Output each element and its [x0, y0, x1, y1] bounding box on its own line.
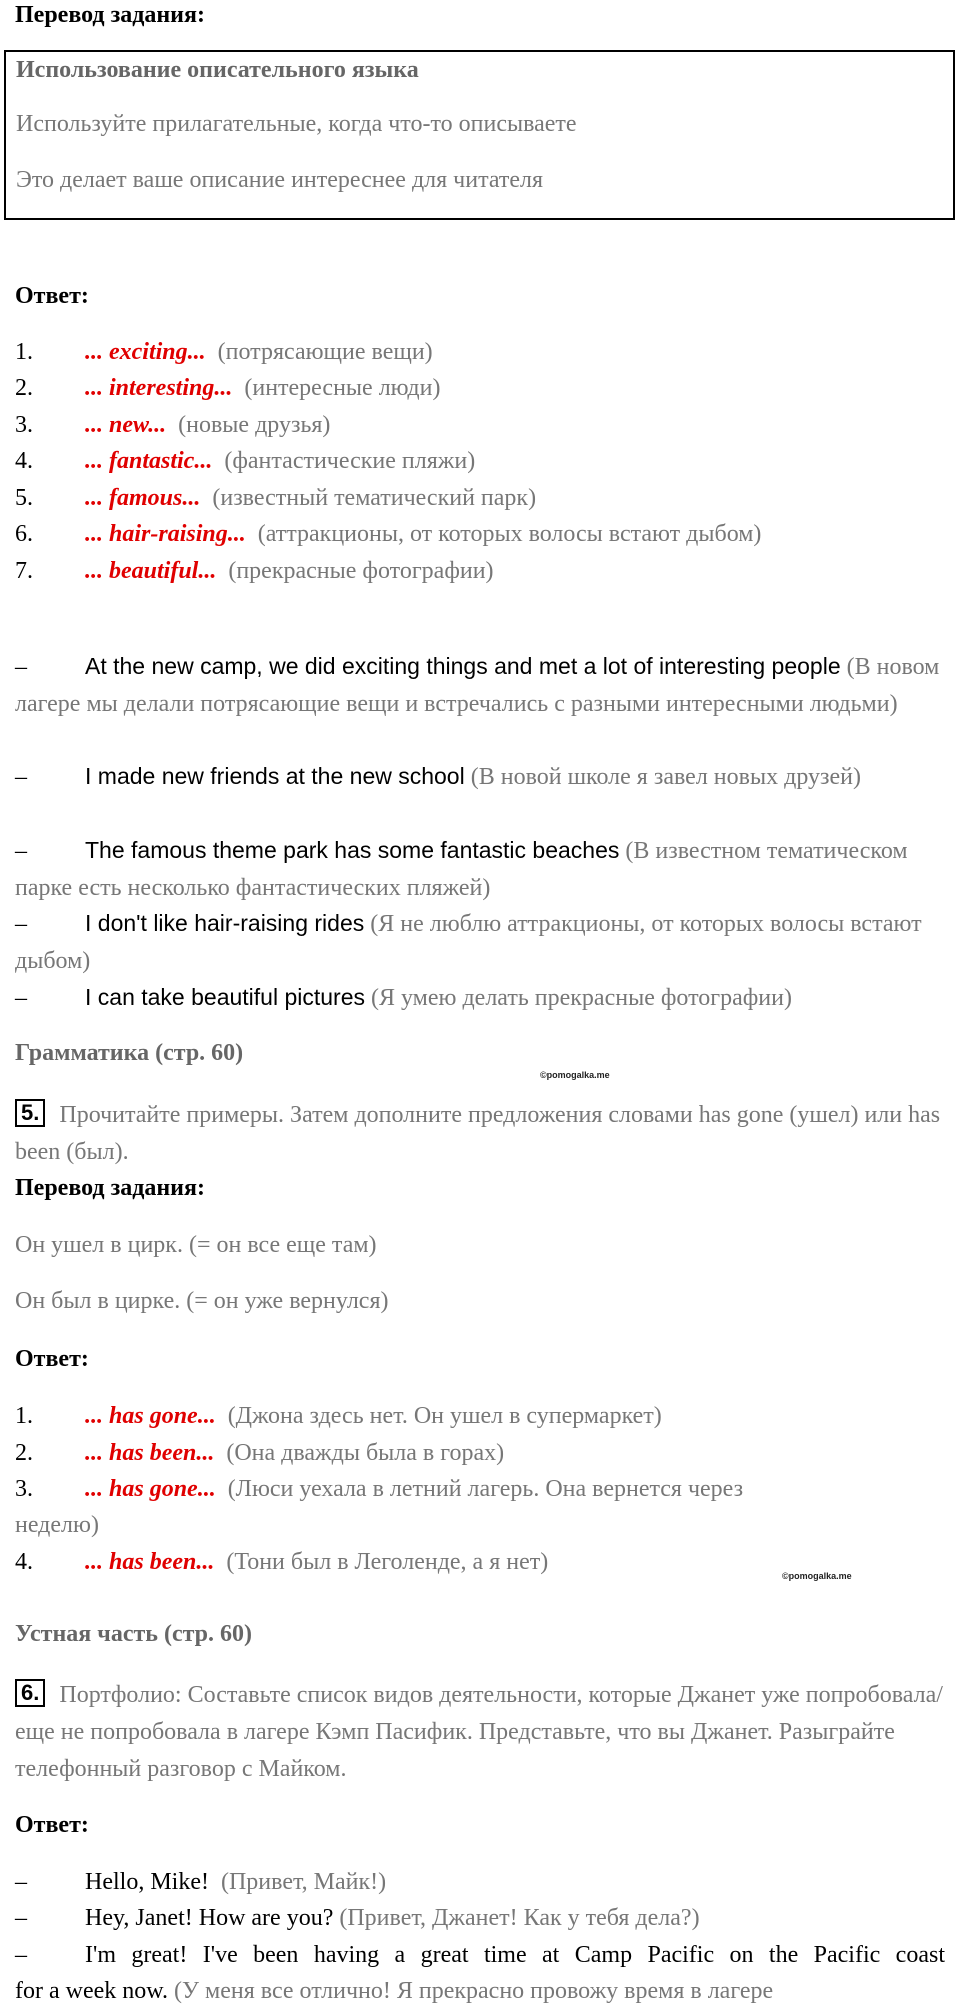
exercise-number-badge: 6. — [15, 1679, 45, 1707]
item-number: 2. — [15, 375, 33, 401]
dialogue-ru: (Привет, Джанет! Как у тебя дела?) — [339, 1905, 700, 1931]
sentence: – I made new friends at the new school (В новой школе я завел новых друзей) — [15, 763, 861, 790]
answer-gloss: (Джона здесь нет. Он ушел в супермаркет) — [227, 1403, 662, 1429]
exercise-6-instruction — [15, 1677, 945, 1788]
translation-heading-2: Перевод задания: — [15, 1175, 205, 1201]
sentence-en: I don't like hair-raising rides — [85, 910, 365, 936]
dialogue-ru: (Привет, Майк!) — [220, 1869, 387, 1895]
example-line: Он ушел в цирк. (= он все еще там) — [15, 1232, 377, 1258]
sentence-en: At the new camp, we did exciting things and met a lot of interesting people — [85, 653, 841, 679]
answer-gloss: (интересные люди) — [244, 375, 441, 401]
answer-word: ... beautiful... — [85, 558, 217, 584]
answer-word: ... new... — [85, 412, 167, 438]
exercise-5-text: Прочитайте примеры. Затем дополните предложения словами has gone (ушел) или has been (был). — [15, 1102, 941, 1165]
example-line: Он был в цирке. (= он уже вернулся) — [15, 1288, 389, 1314]
task-box — [4, 50, 955, 220]
sentence-ru: (В новой школе я завел новых друзей) — [470, 764, 861, 790]
answer-gloss: (фантастические пляжи) — [224, 448, 476, 474]
answer-heading-2: Ответ: — [15, 1346, 89, 1372]
answer-gloss: (аттракционы, от которых волосы встают дыбом) — [257, 521, 762, 547]
sentence: – The famous theme park has some fantastic beaches (В известном тематическом парке есть несколько фантастических пляжей) — [15, 837, 908, 901]
item-number: 4. — [15, 448, 33, 474]
answer-gloss: (новые друзья) — [178, 412, 331, 438]
sentence-en: The famous theme park has some fantastic beaches — [85, 837, 620, 863]
sentence-en: I can take beautiful pictures — [85, 984, 365, 1010]
exercise-6-text: Портфолио: Составьте список видов деятельности, которые Джанет уже попробовала/еще не попробовала в лагере Кэмп Пасифик. Представьте, что вы Джанет. Разыграйте телефонный разговор с Майком. — [15, 1682, 943, 1782]
speaking-heading: Устная часть (стр. 60) — [15, 1621, 253, 1647]
answer-gloss: (известный тематический парк) — [212, 485, 537, 511]
sentence-ru: (В известном тематическом парке есть несколько фантастических пляжей) — [15, 838, 908, 901]
task-box-title: Использование описательного языка — [16, 57, 419, 83]
answer-gloss: (Люси уехала в летний лагерь. Она вернется через — [227, 1476, 744, 1502]
answer-gloss-continued: неделю) — [15, 1512, 99, 1538]
exercise-number-badge: 5. — [15, 1099, 45, 1127]
item-number: 6. — [15, 521, 33, 547]
answer-word: ... exciting... — [85, 339, 206, 365]
answer-word: ... has been... — [85, 1549, 215, 1575]
dialogue-en-continued: for a week now. — [15, 1978, 169, 2004]
translation-heading: Перевод задания: — [15, 2, 205, 28]
answer-word: ... fantastic... — [85, 448, 213, 474]
answer-word: ... has been... — [85, 1440, 215, 1466]
sentence-ru: (Я не люблю аттракционы, от которых волосы встают дыбом) — [15, 911, 922, 974]
dialogue-line: – Hello, Mike! (Привет, Майк!) — [15, 1869, 387, 1895]
dialogue-line: – Hey, Janet! How are you? (Привет, Джанет! Как у тебя дела?) — [15, 1905, 700, 1931]
sentence: – I can take beautiful pictures (Я умею делать прекрасные фотографии) — [15, 984, 792, 1011]
dialogue-line — [15, 1976, 773, 2006]
answer-gloss: (прекрасные фотографии) — [228, 558, 494, 584]
answer-gloss: (потрясающие вещи) — [217, 339, 433, 365]
dialogue-en: I'm great! I've been having a great time at Camp Pacific on the Pacific coast — [85, 1942, 945, 1968]
sentence-ru: (В новом лагере мы делали потрясающие вещи и встречались с разными интересными людьми) — [15, 654, 940, 717]
exercise-5-instruction — [15, 1097, 945, 1171]
answer-word: ... hair-raising... — [85, 521, 246, 547]
answer-word: ... has gone... — [85, 1403, 216, 1429]
watermark: ©pomogalka.me — [540, 1070, 610, 1080]
task-box-line: Используйте прилагательные, когда что-то описываете — [16, 111, 577, 137]
grammar-heading: Грамматика (стр. 60) — [15, 1040, 244, 1066]
sentence-en: I made new friends at the new school — [85, 763, 465, 789]
answer-word: ... famous... — [85, 485, 201, 511]
sentence-ru: (Я умею делать прекрасные фотографии) — [371, 985, 792, 1011]
answer-gloss: (Тони был в Леголенде, а я нет) — [226, 1549, 549, 1575]
sentence: – I don't like hair-raising rides (Я не люблю аттракционы, от которых волосы встают дыбом) — [15, 910, 922, 974]
sentence: – At the new camp, we did exciting things and met a lot of interesting people (В новом лагере мы делали потрясающие вещи и встречались с разными интересными людьми) — [15, 653, 940, 717]
task-box-line: Это делает ваше описание интереснее для читателя — [16, 167, 544, 193]
dialogue-en: Hello, Mike! — [85, 1869, 209, 1895]
dialogue-en: Hey, Janet! How are you? — [85, 1905, 334, 1931]
answer-gloss: (Она дважды была в горах) — [226, 1440, 505, 1466]
answer-heading-3: Ответ: — [15, 1812, 89, 1838]
item-number: 1. — [15, 339, 33, 365]
dialogue-ru: (У меня все отлично! Я прекрасно провожу время в лагере — [174, 1978, 774, 2004]
dialogue-line: – I'm great! I've been having a great time at Camp Pacific on the Pacific coast — [15, 1942, 945, 1968]
item-number: 3. — [15, 412, 33, 438]
item-number: 7. — [15, 558, 33, 584]
item-number: 5. — [15, 485, 33, 511]
watermark: ©pomogalka.me — [782, 1571, 852, 1581]
answer-heading: Ответ: — [15, 283, 89, 309]
answer-word: ... has gone... — [85, 1476, 216, 1502]
answer-word: ... interesting... — [85, 375, 233, 401]
